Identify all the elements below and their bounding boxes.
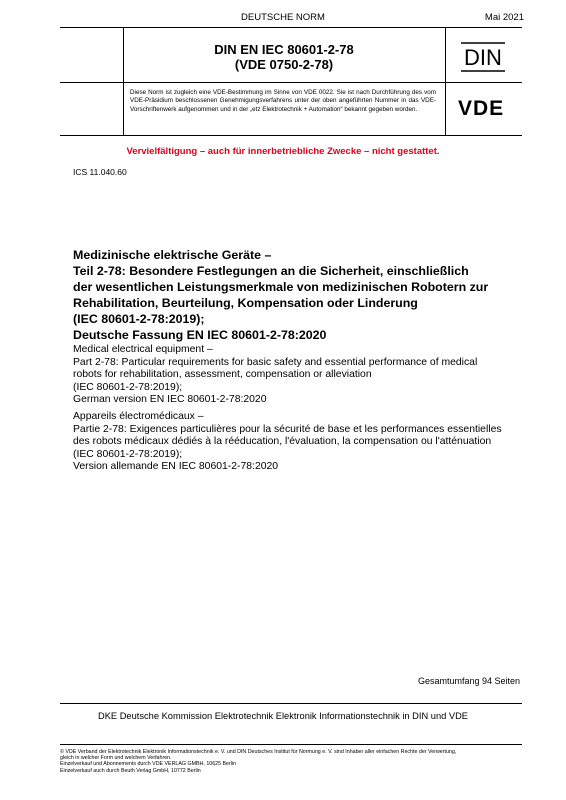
- vde-classification: (VDE 0750-2-78): [234, 57, 334, 72]
- title-box-divider: [60, 82, 522, 83]
- title-german-line: Deutsche Fassung EN IEC 80601-2-78:2020: [73, 328, 327, 342]
- title-english-line: German version EN IEC 80601-2-78:2020: [73, 394, 267, 406]
- committee-top-rule: [60, 703, 522, 704]
- copyright-footer: [60, 749, 560, 774]
- title-english: [73, 344, 533, 407]
- title-german-line: Teil 2-78: Besondere Festlegungen an die Sicherheit, einschließlich: [73, 264, 469, 278]
- vde-regulation-note: Diese Norm ist zugleich eine VDE-Bestimmung im Sinne von VDE 0022. Sie ist nach Durchführung des vom VDE-Präsidium beschlossenen Genehmigungsverfahrens unter der oben angeführten Nummer in das VDE-Vorschriftenwerk aufgenommen und in der „etz Elektrotechnik + Automation“ bekannt gegeben worden.: [130, 89, 436, 113]
- title-english-line: (IEC 80601-2-78:2019);: [73, 381, 183, 393]
- norm-label: DEUTSCHE NORM: [241, 12, 325, 23]
- title-french-line: Appareils électromédicaux –: [73, 411, 204, 422]
- reproduction-notice: Vervielfältigung – auch für innerbetriebliche Zwecke – nicht gestattet.: [126, 146, 440, 157]
- footer-line: Einzelverkauf und Abonnements durch VDE VERLAG GMBH, 10625 Berlin: [60, 761, 237, 768]
- title-german-line: der wesentlichen Leistungsmerkmale von medizinischen Robotern zur: [73, 280, 489, 294]
- din-logo-text: DIN: [464, 45, 502, 70]
- header-rule: [60, 27, 522, 28]
- title-french-line: (IEC 80601-2-78:2019);: [73, 448, 183, 460]
- title-french: [73, 411, 533, 474]
- standard-number: DIN EN IEC 80601-2-78: [214, 42, 354, 57]
- title-french-line: des robots médicaux dédiés à la rééducation, l'évaluation, la compensation ou l'atténuation: [73, 436, 492, 448]
- committee-line: DKE Deutsche Kommission Elektrotechnik Elektronik Informationstechnik in DIN und VDE: [98, 711, 468, 721]
- publication-date: Mai 2021: [484, 12, 524, 23]
- title-english-line: robots for rehabilitation, assessment, compensation or alleviation: [73, 369, 372, 381]
- vde-logo: VDE: [458, 97, 505, 120]
- title-french-line: Version allemande EN IEC 80601-2-78:2020: [73, 461, 279, 473]
- title-german: [73, 247, 533, 343]
- total-pages: Gesamtumfang 94 Seiten: [417, 676, 520, 686]
- title-english-line: Part 2-78: Particular requirements for basic safety and essential performance of medical: [73, 356, 478, 368]
- title-french-line: Partie 2-78: Exigences particulières pour la sécurité de base et les performances essentielles: [73, 423, 502, 435]
- title-german-line: Medizinische elektrische Geräte –: [73, 248, 272, 262]
- din-logo: [460, 42, 506, 72]
- footer-line: © VDE Verband der Elektrotechnik Elektronik Informationstechnik e. V. und DIN Deutsches Institut für Normung e. V. sind Inhaber aller einfachen Rechte der Verwertung,: [60, 749, 457, 755]
- note-box-bottom-rule: [60, 135, 522, 136]
- title-german-line: (IEC 80601-2-78:2019);: [73, 312, 205, 326]
- footer-line: Einzelverkauf auch durch Beuth Verlag GmbH, 10772 Berlin: [60, 767, 201, 774]
- title-german-line: Rehabilitation, Beurteilung, Kompensation oder Linderung: [73, 296, 418, 310]
- right-column-divider: [445, 27, 446, 135]
- footer-line: gleich in welcher Form und welchem Verfahren.: [60, 755, 172, 762]
- title-english-line: Medical electrical equipment –: [73, 344, 213, 355]
- ics-code: ICS 11.040.60: [73, 167, 127, 177]
- footer-rule: [60, 744, 522, 745]
